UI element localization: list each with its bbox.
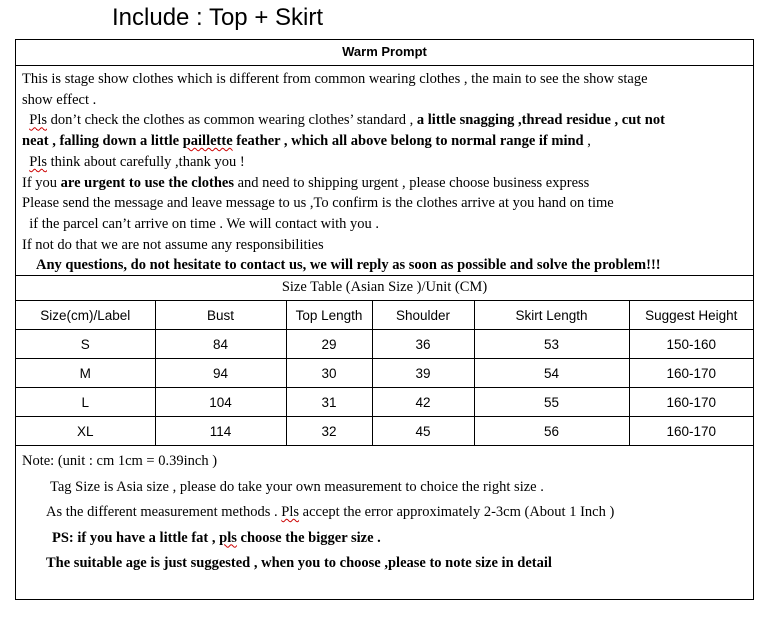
table-cell: 42 — [372, 388, 474, 417]
table-cell: 32 — [286, 417, 372, 446]
info-box — [15, 39, 754, 600]
column-header: Bust — [155, 301, 286, 330]
table-row — [16, 388, 753, 417]
note-line-4-a: PS: if you have a little fat , — [52, 529, 220, 546]
notice-line-3 — [22, 110, 747, 131]
notice-line-4 — [22, 131, 747, 152]
table-cell: 55 — [474, 388, 629, 417]
table-cell: 30 — [286, 359, 372, 388]
table-cell: 94 — [155, 359, 286, 388]
notice-line-4-c: feather , which all above belong to normal range if mind — [232, 133, 584, 150]
table-cell: 39 — [372, 359, 474, 388]
column-header: Suggest Height — [629, 301, 753, 330]
notice-line-6-bold: are urgent to use the clothes — [60, 174, 234, 191]
paillette-word: paillette — [182, 133, 233, 150]
notice-line-1: This is stage show clothes which is different from common wearing clothes , the main to see the show stage — [22, 71, 648, 87]
note-line-5: The suitable age is just suggested , when you to choose ,please to note size in detail — [46, 555, 552, 571]
warm-prompt-heading: Warm Prompt — [16, 40, 753, 66]
notice-line-8-text: if the parcel can’t arrive on time . We will contact with you . — [29, 215, 380, 232]
note-line-3-a: As the different measurement methods . — [46, 504, 282, 520]
notice-line-4-a: neat , falling down a little — [22, 133, 183, 150]
table-cell: S — [16, 330, 155, 359]
table-cell: XL — [16, 417, 155, 446]
warm-prompt-text — [16, 66, 753, 275]
table-cell: 160-170 — [629, 388, 753, 417]
table-cell: 84 — [155, 330, 286, 359]
table-cell: 160-170 — [629, 417, 753, 446]
notice-line-5-text: think about carefully ,thank you ! — [47, 153, 245, 170]
notice-line-5 — [22, 152, 747, 173]
table-cell: M — [16, 359, 155, 388]
pls-word: pls — [219, 529, 237, 546]
note-line-4 — [22, 530, 747, 556]
notice-line-2: show effect . — [22, 91, 97, 108]
column-header: Size(cm)/Label — [16, 301, 155, 330]
note-line-4-c: choose the bigger size . — [236, 529, 381, 546]
table-row — [16, 359, 753, 388]
table-cell: 36 — [372, 330, 474, 359]
note-line-3-c: accept the error approximately 2-3cm (About 1 Inch ) — [299, 504, 615, 520]
pls-word: Pls — [29, 112, 47, 129]
table-cell: 31 — [286, 388, 372, 417]
column-header: Skirt Length — [474, 301, 629, 330]
table-row — [16, 330, 753, 359]
notice-line-10: Any questions, do not hesitate to contact us, we will reply as soon as possible and solve the problem!!! — [36, 257, 661, 274]
note-line-1: Note: (unit : cm 1cm = 0.39inch ) — [22, 453, 218, 469]
notice-line-8 — [22, 214, 747, 235]
column-header: Top Length — [286, 301, 372, 330]
table-cell: 29 — [286, 330, 372, 359]
notice-line-4-d: , — [583, 133, 591, 150]
table-cell: L — [16, 388, 155, 417]
table-cell: 54 — [474, 359, 629, 388]
notice-line-7: Please send the message and leave message to us ,To confirm is the clothes arrive at you hand on time — [22, 195, 614, 212]
table-cell: 45 — [372, 417, 474, 446]
note-line-3 — [22, 504, 747, 530]
table-header-row — [16, 301, 753, 330]
notice-line-9: If not do that we are not assume any responsibilities — [22, 236, 324, 253]
table-cell: 56 — [474, 417, 629, 446]
pls-word: Pls — [29, 153, 47, 170]
table-cell: 160-170 — [629, 359, 753, 388]
size-table-heading: Size Table (Asian Size )/Unit (CM) — [16, 275, 753, 300]
pls-word: Pls — [281, 504, 300, 520]
notice-line-6 — [22, 173, 747, 194]
page-title: Include : Top + Skirt — [112, 4, 324, 31]
notice-line-6-a: If you — [22, 174, 61, 191]
table-cell: 104 — [155, 388, 286, 417]
table-cell: 114 — [155, 417, 286, 446]
table-cell: 150-160 — [629, 330, 753, 359]
size-table — [16, 300, 753, 446]
table-row — [16, 417, 753, 446]
notice-line-3-bold: a little snagging ,thread residue , cut not — [416, 112, 665, 129]
notice-line-6-c: and need to shipping urgent , please choose business express — [233, 174, 590, 191]
table-cell: 53 — [474, 330, 629, 359]
notes-section — [16, 446, 753, 581]
note-line-2: Tag Size is Asia size , please do take your own measurement to choice the right size . — [50, 478, 544, 495]
notice-line-3-text: don’t check the clothes as common wearing clothes’ standard , — [47, 112, 417, 129]
column-header: Shoulder — [372, 301, 474, 330]
